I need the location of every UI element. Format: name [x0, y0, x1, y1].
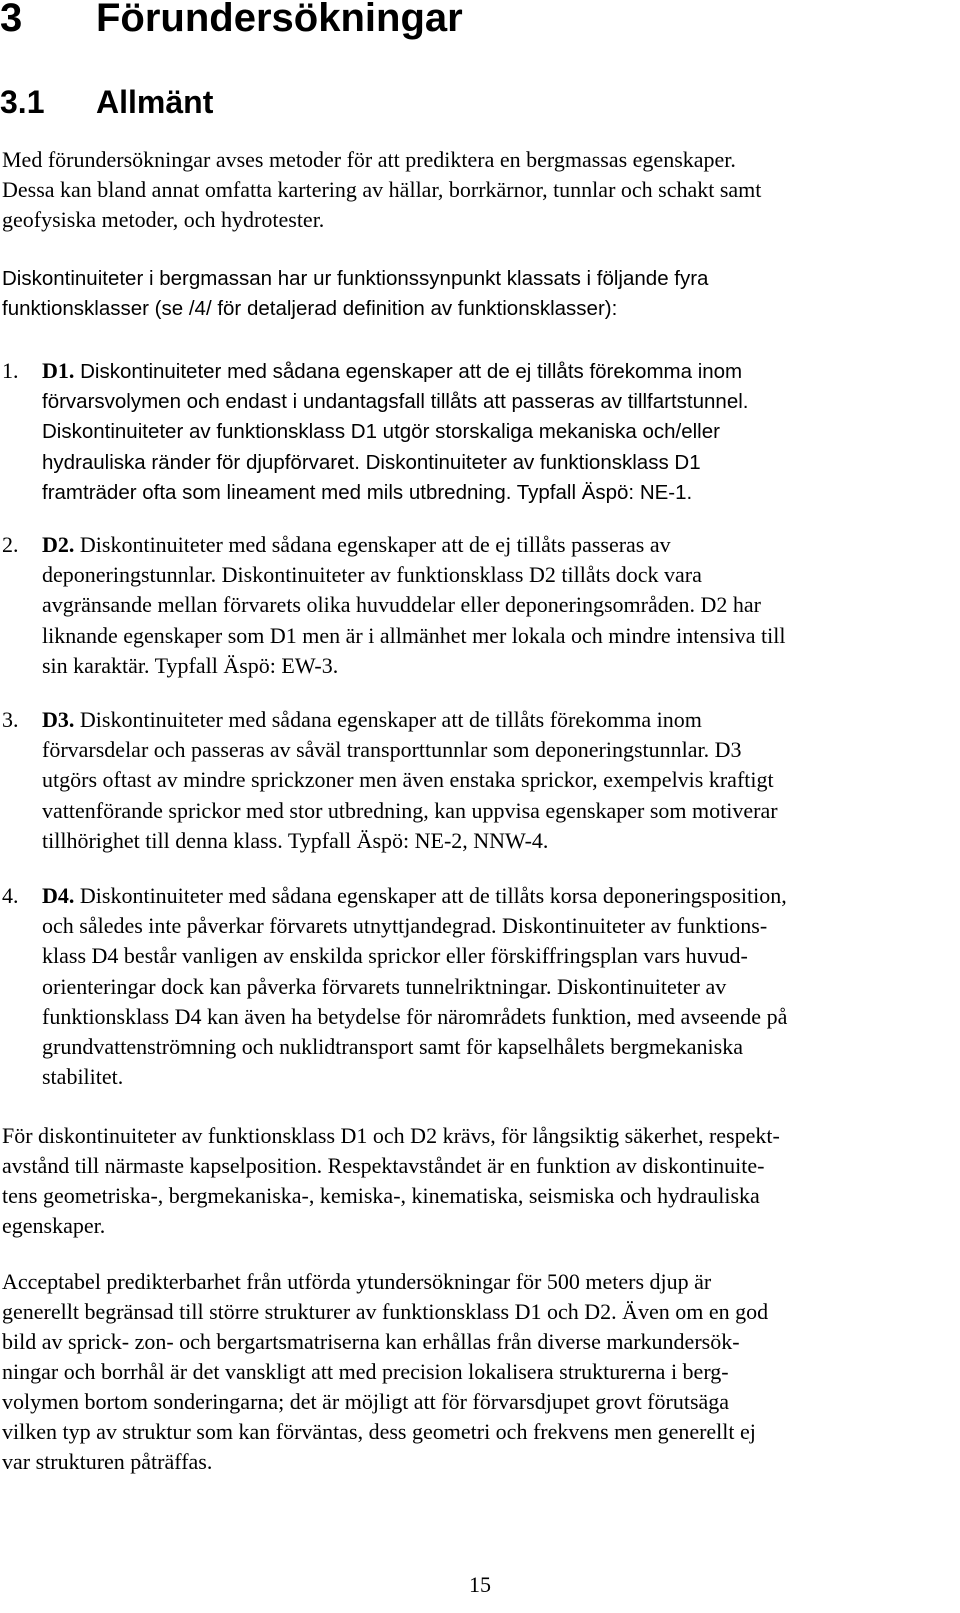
- text-line: geofysiska metoder, och hydrotester.: [2, 207, 325, 232]
- text-line: generellt begränsad till större strukturer av funktionsklass D1 och D2. Även om en god: [2, 1299, 769, 1324]
- text-line: tillhörighet till denna klass. Typfall Äspö: NE-2, NNW-4.: [42, 827, 549, 853]
- text-line: ningar och borrhål är det vanskligt att med precision lokalisera strukturerna i berg-: [2, 1359, 729, 1384]
- section-number: 3.1: [0, 84, 45, 120]
- text-line: liknande egenskaper som D1 men är i allmänhet mer lokala och mindre intensiva till: [42, 622, 786, 648]
- respect-distance-paragraph: [2, 1121, 780, 1241]
- text-line: vattenförande sprickor med stor utbredning, kan uppvisa egenskaper som motiverar: [42, 797, 778, 823]
- text-line: [42, 705, 778, 735]
- list-body: [42, 881, 787, 1092]
- text-line: Diskontinuiteter i bergmassan har ur funktionssynpunkt klassats i följande fyra: [2, 267, 709, 290]
- page-number: 15: [469, 1572, 491, 1597]
- text-line: funktionsklass D4 kan även ha betydelse för närområdets funktion, med avseende på: [42, 1003, 788, 1029]
- list-body: [42, 530, 786, 681]
- text-line: volymen bortom sonderingarna; det är möjligt att för förvarsdjupet grovt förutsäga: [2, 1389, 730, 1414]
- text-line: funktionsklasser (se /4/ för detaljerad definition av funktionsklasser):: [2, 297, 618, 320]
- text-line: [42, 356, 748, 387]
- text-line-rest: Diskontinuiteter med sådana egenskaper att de ej tillåts förekomma inom: [74, 360, 743, 383]
- text-line: tens geometriska-, bergmekaniska-, kemiska-, kinematiska, seismiska och hydrauliska: [2, 1183, 760, 1208]
- class-label: D4.: [42, 883, 75, 908]
- text-line: För diskontinuiteter av funktionsklass D1 och D2 krävs, för långsiktig säkerhet, respekt-: [2, 1123, 780, 1148]
- text-line-rest: Diskontinuiteter med sådana egenskaper att de tillåts korsa deponeringsposition,: [74, 883, 787, 908]
- text-line: avstånd till närmaste kapselposition. Respektavståndet är en funktion av diskontinuite-: [2, 1153, 765, 1178]
- text-line: bild av sprick- zon- och bergartsmatriserna kan erhållas från diverse markundersök-: [2, 1329, 740, 1354]
- text-line: stabilitet.: [42, 1064, 124, 1090]
- class-label: D1.: [42, 358, 75, 383]
- list-number: 2.: [2, 532, 19, 557]
- text-line: avgränsande mellan förvarets olika huvuddelar eller deponeringsområden. D2 har: [42, 592, 762, 618]
- text-line: hydrauliska ränder för djupförvaret. Diskontinuiteter av funktionsklass D1: [42, 450, 701, 474]
- class-label: D3.: [42, 707, 75, 732]
- text-line: förvarsvolymen och endast i undantagsfall tillåts att passeras av tillfartstunnel.: [42, 390, 749, 414]
- text-line: orienteringar dock kan påverka förvarets tunnelriktningar. Diskontinuiteter av: [42, 973, 727, 999]
- chapter-title: Förundersökningar: [96, 0, 463, 40]
- text-line: Dessa kan bland annat omfatta kartering av hällar, borrkärnor, tunnlar och schakt samt: [2, 177, 762, 202]
- text-line: grundvattenströmning och nuklidtransport samt för kapselhålets bergmekaniska: [42, 1034, 743, 1060]
- text-line: klass D4 består vanligen av enskilda sprickor eller förskiffringsplan vars huvud-: [42, 943, 748, 969]
- text-line: förvarsdelar och passeras av såväl transporttunnlar som deponeringstunnlar. D3: [42, 737, 742, 763]
- text-line: utgörs oftast av mindre sprickzoner men även enstaka sprickor, exempelvis kraftigt: [42, 767, 774, 793]
- text-line: framträder ofta som lineament med mils utbredning. Typfall Äspö: NE-1.: [42, 480, 693, 504]
- classes-intro-paragraph: [2, 264, 708, 324]
- text-line: egenskaper.: [2, 1213, 106, 1238]
- list-number: 4.: [2, 883, 19, 908]
- text-line: och således inte påverkar förvarets utnyttjandegrad. Diskontinuiteter av funktions-: [42, 913, 768, 939]
- chapter-heading: [0, 0, 463, 42]
- text-line: sin karaktär. Typfall Äspö: EW-3.: [42, 652, 339, 678]
- chapter-number: 3: [0, 0, 23, 40]
- text-line: Acceptabel predikterbarhet från utförda ytundersökningar för 500 meters djup är: [2, 1269, 712, 1294]
- list-body: [42, 705, 778, 856]
- text-line-rest: Diskontinuiteter med sådana egenskaper att de ej tillåts passeras av: [74, 532, 671, 557]
- text-line: [42, 530, 786, 560]
- text-line: var strukturen påträffas.: [2, 1449, 213, 1474]
- list-number: 3.: [2, 707, 19, 732]
- text-line: deponeringstunnlar. Diskontinuiteter av funktionsklass D2 tillåts dock vara: [42, 562, 702, 588]
- section-title: Allmänt: [96, 84, 214, 120]
- text-line-rest: Diskontinuiteter med sådana egenskaper att de tillåts förekomma inom: [74, 707, 702, 732]
- list-number: 1.: [2, 358, 19, 383]
- text-line: vilken typ av struktur som kan förväntas, dess geometri och frekvens men generellt ej: [2, 1419, 756, 1444]
- text-line: Med förundersökningar avses metoder för att prediktera en bergmassas egenskaper.: [2, 147, 736, 172]
- text-line: [42, 881, 787, 911]
- text-line: Diskontinuiteter av funktionsklass D1 utgör storskaliga mekaniska och/eller: [42, 420, 720, 444]
- intro-paragraph: [2, 145, 761, 235]
- class-label: D2.: [42, 532, 75, 557]
- section-heading: [0, 82, 213, 122]
- predictability-paragraph: [2, 1267, 768, 1477]
- list-body: [42, 356, 748, 508]
